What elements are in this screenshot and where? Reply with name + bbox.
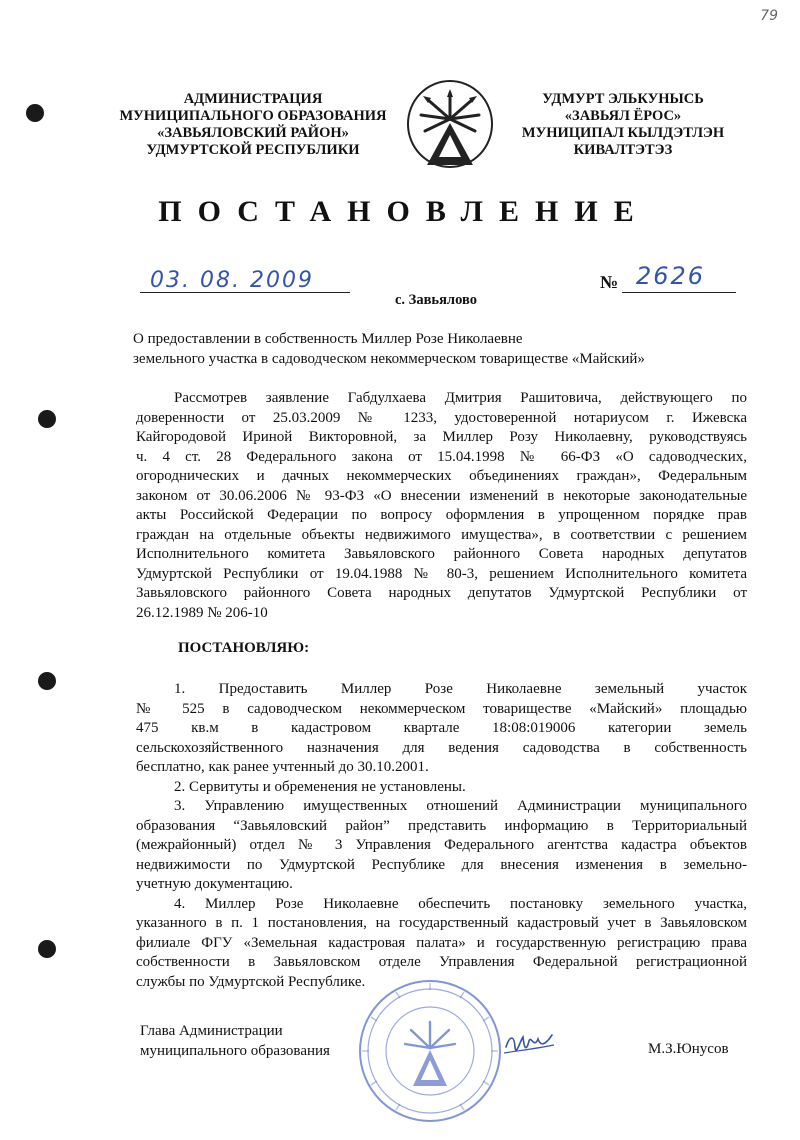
subject-line: О предоставлении в собственность Миллер Розе Николаевне: [133, 331, 523, 347]
item-2-line: 2. Сервитуты и обременения не установлены.: [174, 778, 466, 795]
item-3-line: (межрайонный) отдел № 3 Управления Федерального агентства кадастра объектов: [136, 837, 747, 853]
signatory-position: [140, 1022, 380, 1061]
item-3-line: учетную документацию.: [136, 876, 293, 892]
item-4-line: филиале ФГУ «Земельная кадастровая палата» и государственную регистрацию права: [136, 934, 747, 951]
date-underline: [140, 292, 350, 293]
preamble-line: акты Российской Федерации по вопросу оформления в упрощенном порядке прав: [136, 507, 747, 523]
number-underline: [622, 292, 736, 293]
preamble: [136, 389, 747, 623]
header-left-line: «ЗАВЬЯЛОВСКИЙ РАЙОН»: [157, 125, 349, 141]
preamble-line: законом от 30.06.2006 № 93-ФЗ «О внесении изменений в некоторые законодательные: [136, 487, 747, 504]
binder-hole: [38, 410, 56, 428]
page-number: 79: [760, 8, 778, 24]
document-date: 03. 08. 2009: [150, 268, 314, 293]
header-left-line: УДМУРТСКОЙ РЕСПУБЛИКИ: [146, 142, 360, 158]
number-label: №: [600, 272, 619, 292]
item-1-line: № 525 в садоводческом некоммерческом товариществе «Майский» площадью: [136, 700, 747, 717]
item-4-line: 4. Миллер Розе Николаевне обеспечить постановку земельного участка,: [174, 895, 747, 912]
signatory-name: М.З.Юнусов: [648, 1041, 729, 1057]
district-emblem: [405, 79, 495, 169]
preamble-line: Исполнительного комитета Завьяловского районного Совета народных депутатов: [136, 546, 747, 562]
handwritten-signature: [500, 1025, 560, 1065]
item-1-line: сельскохозяйственного назначения для ведения садоводства в собственность: [136, 739, 747, 756]
preamble-line: Удмуртской Республики от 19.04.1988 № 80-3, решением Исполнительного комитета: [136, 565, 747, 582]
preamble-line: Завьяловского районного Совета народных депутатов Удмуртской Республики от: [136, 585, 747, 601]
decree-heading: ПОСТАНОВЛЯЮ:: [178, 640, 310, 656]
header-left-line: МУНИЦИПАЛЬНОГО ОБРАЗОВАНИЯ: [119, 108, 387, 124]
item-3-line: образования “Завьяловский район” представить информацию в Территориальный: [136, 817, 747, 834]
decree-items: [136, 680, 747, 992]
preamble-line: ч. 4 ст. 28 Федерального закона от 15.04.1998 № 66-ФЗ «О садоводческих,: [136, 448, 747, 465]
item-1-line: 475 кв.м в кадастровом квартале 18:08:019006 категории земель: [136, 720, 747, 736]
item-3-line: 3. Управлению имущественных отношений Администрации муниципального: [174, 798, 747, 814]
preamble-line: 26.12.1989 № 206-10: [136, 604, 268, 621]
subject-line: земельного участка в садоводческом некоммерческом товариществе «Майский»: [133, 350, 645, 367]
preamble-line: Рассмотрев заявление Габдулхаева Дмитрия Рашитовича, действующего по: [174, 390, 747, 406]
preamble-line: граждан на отдельные объекты недвижимого имущества», в соответствии с решением: [136, 526, 747, 543]
item-4-line: собственности в Завьяловском отделе Управления Федеральной регистрационной: [136, 954, 747, 970]
document-number: 2626: [636, 262, 706, 290]
signatory-position-line: муниципального образования: [140, 1042, 330, 1059]
preamble-line: доверенности от 25.03.2009 № 1233, удостоверенной нотариусом г. Ижевска: [136, 409, 747, 426]
item-4-line: службы по Удмуртской Республике.: [136, 973, 366, 990]
item-3-line: недвижимости по Удмуртской Республике для внесения изменения в земельно-: [136, 856, 747, 873]
binder-hole: [26, 104, 44, 122]
document-subject: [133, 330, 733, 369]
item-1-line: 1. Предоставить Миллер Розе Николаевне земельный участок: [174, 681, 747, 697]
header-left-line: АДМИНИСТРАЦИЯ: [183, 91, 323, 107]
header-right-line: КИВАЛТЭТЭЗ: [573, 142, 673, 158]
preamble-line: Кайгородовой Ириной Викторовной, за Миллер Розу Николаевну, руководствуясь: [136, 429, 747, 445]
header-right: [512, 91, 734, 159]
document-title: ПОСТАНОВЛЕНИЕ: [158, 195, 650, 228]
header-left: [118, 91, 388, 159]
header-right-line: «ЗАВЬЯЛ ЁРОС»: [564, 108, 682, 124]
header-right-line: УДМУРТ ЭЛЬКУНЫСЬ: [542, 91, 704, 107]
signatory-position-line: Глава Администрации: [140, 1023, 283, 1039]
header-right-line: МУНИЦИПАЛ КЫЛДЭТЛЭН: [521, 125, 725, 141]
item-1-line: бесплатно, как ранее учтенный до 30.10.2001.: [136, 759, 429, 775]
binder-hole: [38, 672, 56, 690]
place: с. Завьялово: [395, 292, 477, 308]
item-4-line: указанного в п. 1 постановления, на государственный кадастровый учет в Завьяловском: [136, 915, 747, 931]
preamble-line: огороднических и дачных некоммерческих объединениях граждан», Федеральным: [136, 468, 747, 484]
binder-hole: [38, 940, 56, 958]
